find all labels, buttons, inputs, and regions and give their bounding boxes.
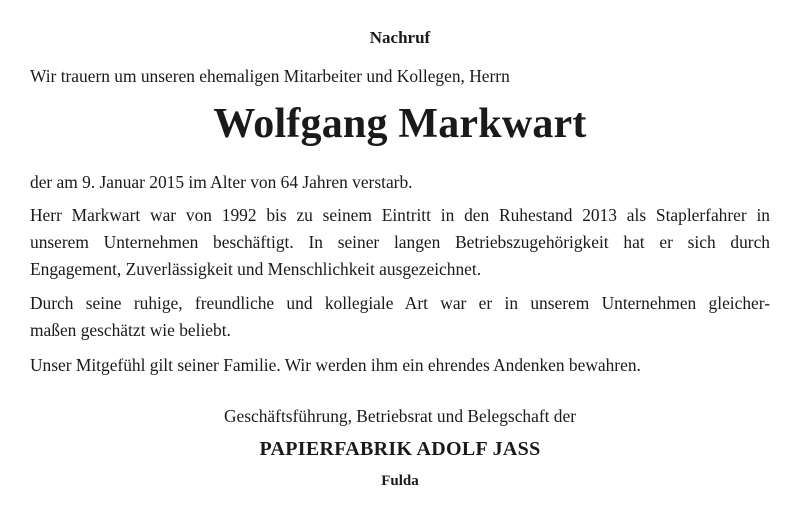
- sympathy-paragraph: Unser Mitgefühl gilt seiner Familie. Wir werden ihm ein ehrendes Andenken bewahren.: [30, 355, 641, 375]
- paragraph-line: maßen geschätzt wie beliebt.: [30, 320, 231, 340]
- paragraph-line: Engagement, Zuverlässigkeit und Menschlichkeit ausgezeichnet.: [30, 259, 482, 279]
- paragraph-line: unserem Unternehmen beschäftigt. In seiner langen Betriebszugehörigkeit hat er sich durch: [30, 232, 770, 252]
- paragraph-line: Durch seine ruhige, freundliche und kollegiale Art war er in unserem Unternehmen gleicher-: [30, 293, 770, 313]
- signatories-line: Geschäftsführung, Betriebsrat und Belegschaft der: [223, 406, 577, 426]
- paragraph-line: Herr Markwart war von 1992 bis zu seinem Eintritt in den Ruhestand 2013 als Staplerfahrer in: [30, 205, 770, 225]
- death-date-line: der am 9. Januar 2015 im Alter von 64 Jahren verstarb.: [30, 172, 413, 192]
- company-name: PAPIERFABRIK ADOLF JASS: [259, 438, 541, 460]
- intro-line: Wir trauern um unseren ehemaligen Mitarbeiter und Kollegen, Herrn: [30, 66, 510, 86]
- notice-heading: Nachruf: [369, 28, 431, 47]
- obituary-notice: [30, 0, 770, 517]
- company-city: Fulda: [381, 473, 419, 489]
- deceased-name: Wolfgang Markwart: [213, 101, 587, 147]
